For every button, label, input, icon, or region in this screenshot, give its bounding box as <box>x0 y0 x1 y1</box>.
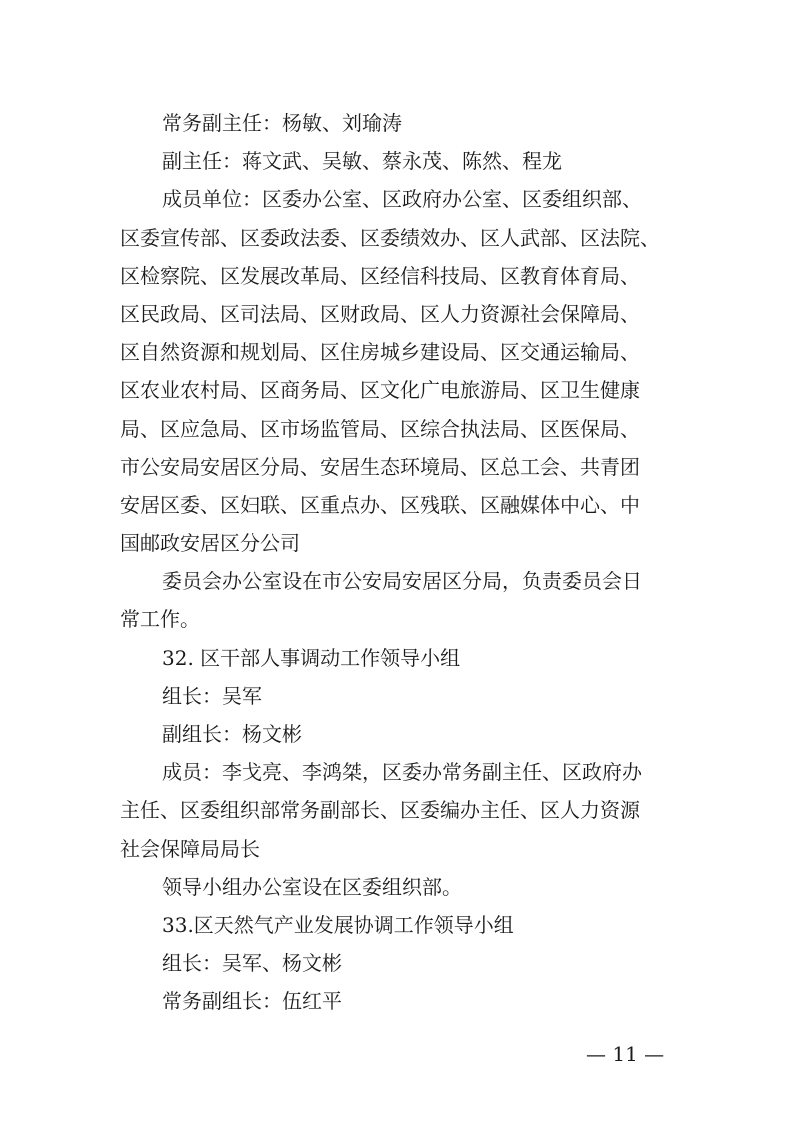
deputy-group-leader-line: 副组长：杨文彬 <box>162 722 302 746</box>
executive-deputy-director-line: 常务副主任：杨敏、刘瑜涛 <box>162 111 402 135</box>
committee-office-continuation: 常工作。 <box>120 607 200 632</box>
member-units-continuation: 局、区应急局、区市场监管局、区综合执法局、区医保局、 <box>120 416 640 441</box>
group-leader-line: 组长：吴军、杨文彬 <box>162 951 342 976</box>
member-units-continuation: 区自然资源和规划局、区住房城乡建设局、区交通运输局、 <box>120 340 640 365</box>
section-heading-32: 32. 区干部人事调动工作领导小组 <box>162 645 461 670</box>
member-units-continuation: 区检察院、区发展改革局、区经信科技局、区教育体育局、 <box>120 263 640 288</box>
member-units-line: 成员单位：区委办公室、区政府办公室、区委组织部、 <box>162 187 642 212</box>
executive-deputy-group-leader-line: 常务副组长：伍红平 <box>162 989 342 1014</box>
member-units-continuation: 区民政局、区司法局、区财政局、区人力资源社会保障局、 <box>120 301 640 326</box>
page-number: — 11 — <box>586 1042 665 1066</box>
section-heading-33: 33.区天然气产业发展协调工作领导小组 <box>162 912 514 937</box>
deputy-director-line: 副主任：蒋文武、吴敏、蔡永茂、陈然、程龙 <box>162 149 562 174</box>
member-units-continuation: 区委宣传部、区委政法委、区委绩效办、区人武部、区法院、 <box>120 225 660 250</box>
member-units-continuation: 安居区委、区妇联、区重点办、区残联、区融媒体中心、中 <box>120 492 640 517</box>
member-units-continuation: 国邮政安居区分公司 <box>120 531 300 556</box>
member-units-continuation: 区农业农村局、区商务局、区文化广电旅游局、区卫生健康 <box>120 378 640 403</box>
members-continuation: 主任、区委组织部常务副部长、区委编办主任、区人力资源 <box>120 798 640 823</box>
committee-office-line: 委员会办公室设在市公安局安居区分局，负责委员会日 <box>162 569 642 594</box>
members-continuation: 社会保障局局长 <box>120 836 260 861</box>
group-office-line: 领导小组办公室设在区委组织部。 <box>162 874 462 899</box>
document-body <box>120 104 676 1021</box>
member-units-continuation: 市公安局安居区分局、安居生态环境局、区总工会、共青团 <box>120 454 640 479</box>
members-line: 成员：李戈亮、李鸿桀，区委办常务副主任、区政府办 <box>162 760 642 785</box>
group-leader-line: 组长：吴军 <box>162 683 262 708</box>
